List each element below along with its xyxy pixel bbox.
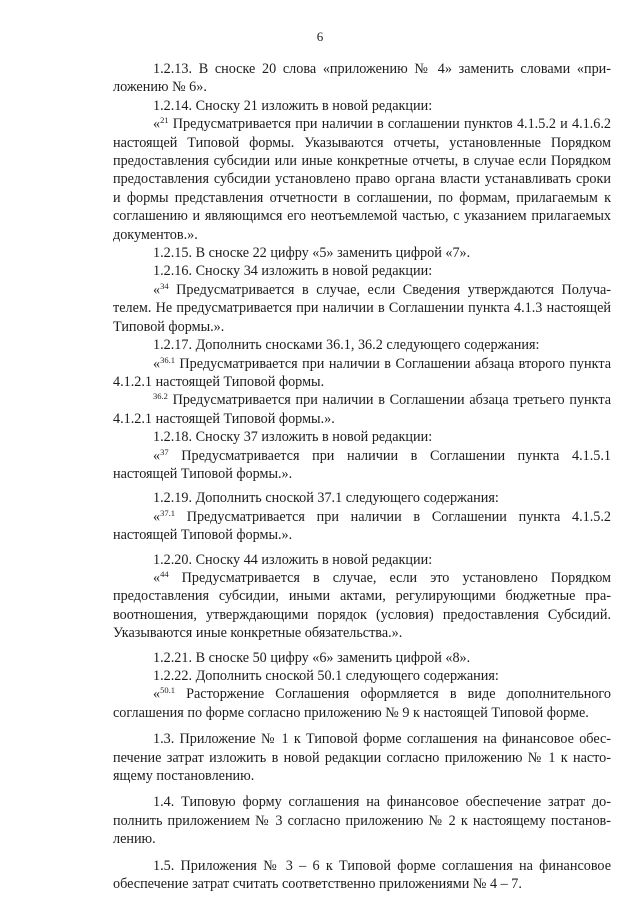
- footnote-36-1-text: «$^{36.1}$ Предусматривается при наличии в Соглашении абзаца второго пункта 4.1.2.1 настоящей Типовой формы.: [113, 354, 611, 390]
- paragraph-1-2-22: 1.2.22. Дополнить сноской 50.1 следующего содержания:: [153, 668, 499, 684]
- paragraph-1-2-15: 1.2.15. В сноске 22 цифру «5» заменить цифрой «7».: [153, 245, 471, 262]
- footnote-21-text: «$^{21}$ Предусматривается при наличии в соглашении пунктов 4.1.5.2 и 4.1.6.2 настоящей Типовой формы. Указываются отчеты, установленные Порядком предоставления субсидии или иные конкретные отчеты, в случае если Порядком предоставления субсидии установлено право органа власти устанавливать сроки и формы представления отчетности в соглашении, по формам, прилагаемым к соглашению и являющимся его неотъемлемой частью, с указанием прилагаемых документов.».: [113, 115, 611, 243]
- paragraph-1-2-18: 1.2.18. Сноску 37 изложить в новой редакции:: [153, 429, 433, 446]
- footnote-marker: 21: [160, 115, 169, 126]
- paragraph-1-2-21: 1.2.21. В сноске 50 цифру «6» заменить цифрой «8».: [153, 649, 471, 666]
- paragraph-1-5: 1.5. Приложения № 3 – 6 к Типовой форме соглашения на финансовое обеспечение затрат считать соответственно приложениями № 4 – 7.: [113, 857, 611, 893]
- footnote-marker: 44: [160, 568, 169, 579]
- document-body: [113, 60, 611, 893]
- footnote-50-1-text: «$^{50.1}$ Расторжение Соглашения оформляется в виде дополнительного соглашения по форме согласно приложению № 9 к настоящей Типовой форме.: [113, 685, 611, 721]
- footnote-marker: 36.1: [160, 354, 175, 365]
- paragraph-1-2-20: 1.2.20. Сноску 44 изложить в новой редакции:: [153, 551, 433, 568]
- footnote-marker: 50.1: [160, 685, 175, 696]
- paragraph-1-4: 1.4. Типовую форму соглашения на финансовое обеспечение затрат дополнить приложением № 3 согласно приложению № 2 к настоящему постановлению.: [113, 794, 611, 848]
- footnote-marker: 34: [160, 280, 169, 291]
- paragraph-1-2-13: 1.2.13. В сноске 20 слова «приложению № 4» заменить словами «приложению № 6».: [113, 61, 611, 96]
- paragraph-1-2-16: 1.2.16. Сноску 34 изложить в новой редакции:: [153, 263, 433, 280]
- footnote-marker: 37: [160, 446, 169, 457]
- footnote-37-1-text: «$^{37.1}$ Предусматривается при наличии в Соглашении пункта 4.1.5.2 настоящей Типовой формы.».: [113, 507, 611, 544]
- footnote-marker: 36.2: [153, 391, 168, 402]
- footnote-36-2-text: $^{36.2}$ Предусматривается при наличии в Соглашении абзаца третьего пункта 4.1.2.1 настоящей Типовой формы.».: [113, 391, 611, 427]
- footnote-37-text: «$^{37}$ Предусматривается при наличии в Соглашении пункта 4.1.5.1 настоящей Типовой формы.».: [113, 446, 611, 482]
- page-number: 6: [316, 29, 324, 44]
- paragraph-1-2-14: 1.2.14. Сноску 21 изложить в новой редакции:: [153, 97, 433, 114]
- footnote-44-text: «$^{44}$ Предусматривается в случае, если это установлено Порядком предоставления субсидии, иными актами, регулирующими бюджетные правоотношения, утверждающими порядок (условия) предоставления Субсидий. Указываются иные конкретные обязательства.».: [113, 568, 611, 642]
- paragraph-1-2-19: 1.2.19. Дополнить сноской 37.1 следующего содержания:: [153, 490, 499, 507]
- footnote-marker: 37.1: [160, 507, 175, 518]
- footnote-34-text: «$^{34}$ Предусматривается в случае, если Сведения утверждаются Получателем. Не предусматривается при наличии в Соглашении пункта 4.1.3 настоящей Типовой формы.».: [113, 280, 611, 335]
- paragraph-1-3: 1.3. Приложение № 1 к Типовой форме соглашения на финансовое обеспечение затрат изложить в новой редакции согласно приложению № 1 к настоящему постановлению.: [113, 731, 611, 785]
- paragraph-1-2-17: 1.2.17. Дополнить сносками 36.1, 36.2 следующего содержания:: [153, 337, 540, 354]
